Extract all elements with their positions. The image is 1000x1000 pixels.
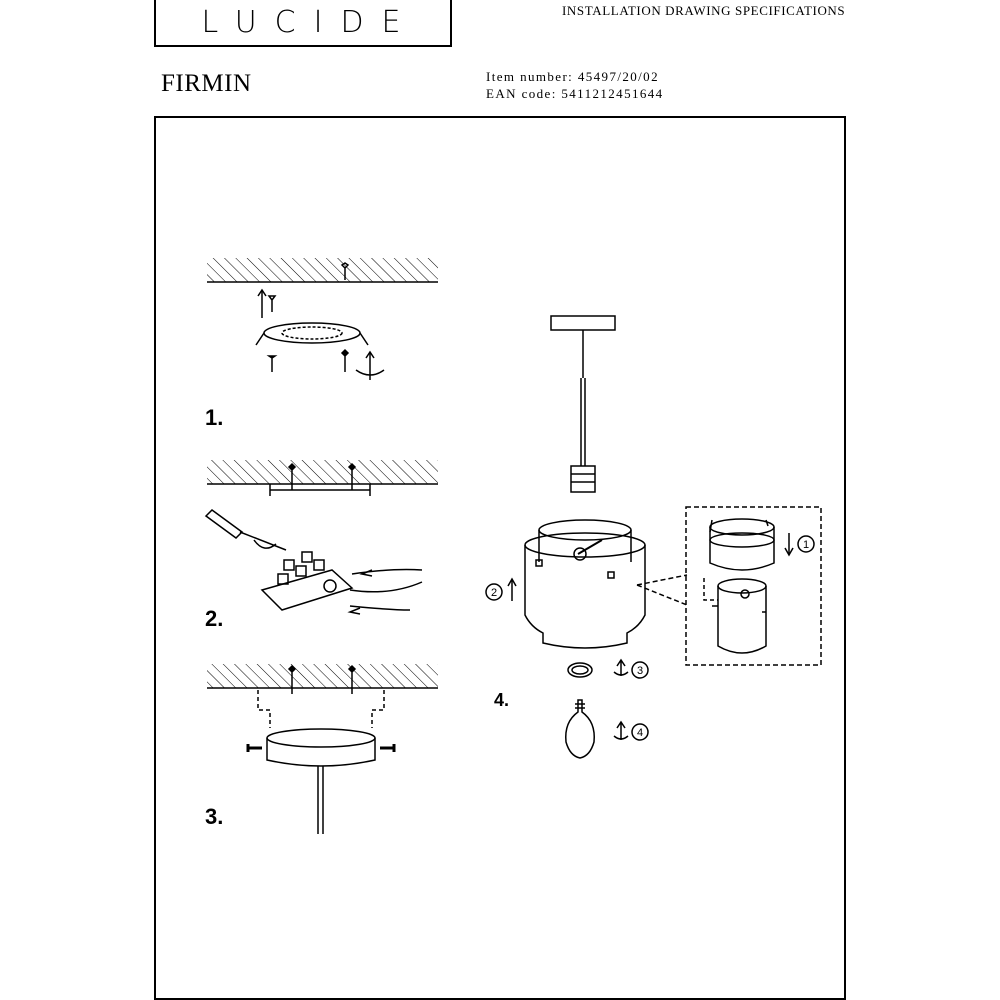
document-title: INSTALLATION DRAWING SPECIFICATIONS [562, 3, 846, 18]
screw-icon-left [269, 356, 275, 372]
ceiling-canopy [267, 738, 375, 766]
shade-clip-right [608, 572, 614, 578]
step4-illustration [486, 316, 821, 758]
screw-icon-right [342, 350, 348, 372]
rotate-up-icon-4 [614, 722, 628, 740]
lamp-holder [571, 466, 595, 492]
inner-shade-top [539, 520, 631, 540]
step1-illustration [207, 258, 438, 380]
outer-shade-top [525, 533, 645, 557]
dashed-guide-lines [258, 690, 384, 728]
ceiling-hatch-2 [207, 460, 438, 484]
step-4-label: 4. [494, 690, 510, 710]
step3-illustration [207, 664, 438, 834]
callout-1: 1 [802, 539, 810, 551]
outer-shade [525, 545, 645, 648]
side-screw-right-icon [380, 744, 394, 752]
terminal-block [262, 570, 352, 610]
ceiling-hatch-3 [207, 664, 438, 688]
wall-plug-icon [269, 296, 275, 312]
callout-4: 4 [636, 727, 644, 739]
mounting-bracket [264, 323, 360, 343]
side-screw-left-icon [248, 744, 262, 752]
rotate-up-icon-3 [614, 660, 628, 676]
step-1-label: 1. [205, 405, 224, 430]
ceiling-canopy-top [267, 729, 375, 747]
callout-3: 3 [636, 665, 644, 677]
product-name: FIRMIN [161, 70, 252, 97]
canopy-plate [551, 316, 615, 330]
callout-numbers [491, 539, 809, 739]
earth-terminal-icon [324, 580, 336, 592]
ceiling-hatch-1 [207, 258, 438, 282]
screwdriver-icon [206, 510, 242, 538]
step-3-label: 3. [205, 804, 224, 829]
brand-logo-text: LUCIDE [201, 5, 419, 40]
item-number: Item number: 45497/20/02 [486, 69, 659, 84]
mains-wires [350, 570, 422, 611]
step-2-label: 2. [205, 606, 224, 631]
step2-illustration [206, 460, 438, 614]
detail-box [686, 507, 821, 665]
callout-2: 2 [490, 587, 498, 599]
ean-code: EAN code: 5411212451644 [486, 86, 664, 101]
